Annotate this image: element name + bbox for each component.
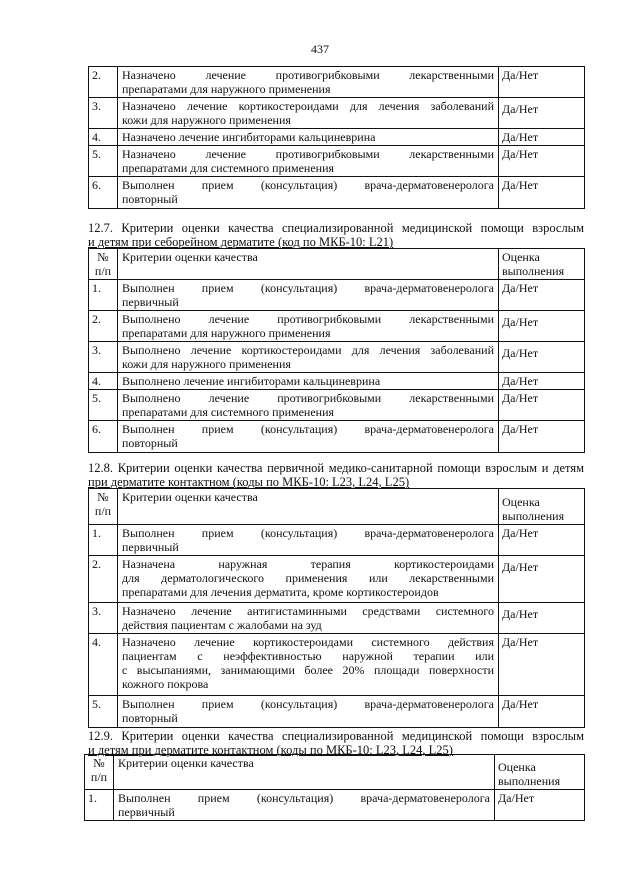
table-row [89,177,585,209]
header-result: Оценка выполнения [495,755,585,790]
header-criteria: Критерии оценки качества [118,249,499,280]
header-number: № п/п [89,249,118,280]
row-number: 3. [89,603,118,634]
result-cell: Да/Нет [495,790,585,821]
table-header-row [85,755,585,790]
criteria-table-12-8 [88,488,585,728]
criterion-text: Назначено лечение противогрибковыми лекарственными препаратами для наружного применения [118,67,499,98]
header-number: № п/п [85,755,114,790]
header-result: Оценка выполнения [499,249,585,280]
result-cell: Да/Нет [499,556,585,603]
result-cell: Да/Нет [499,390,585,421]
row-number: 1. [85,790,114,821]
result-cell: Да/Нет [499,177,585,209]
row-number: 4. [89,634,118,696]
table-row [89,390,585,421]
row-number: 5. [89,696,118,728]
table-row [89,67,585,98]
row-number: 3. [89,98,118,129]
result-cell: Да/Нет [499,129,585,146]
criterion-text: Выполнено лечение противогрибковыми лекарственными препаратами для наружного применения [118,311,499,342]
row-number: 1. [89,525,118,556]
criterion-text: Выполнен прием (консультация) врача-дерматовенеролога первичный [114,790,495,821]
table-row [85,790,585,821]
table-row [89,311,585,342]
criterion-text: Выполнено лечение противогрибковыми лекарственными препаратами для системного применения [118,390,499,421]
section-title-12-7: 12.7. Критерии оценки качества специализированной медицинской помощи взрослым и детям при себорейном дерматите (код по МКБ-10: L21) [88,221,584,249]
table-row [89,603,585,634]
header-criteria: Критерии оценки качества [118,489,499,525]
criterion-text: Назначено лечение ингибиторами кальциневрина [118,129,499,146]
criterion-text: Назначено лечение кортикостероидами для лечения заболеваний кожи для наружного применения [118,98,499,129]
table-row [89,696,585,728]
result-cell: Да/Нет [499,603,585,634]
table-row [89,525,585,556]
row-number: 4. [89,373,118,390]
result-cell: Да/Нет [499,421,585,453]
result-cell: Да/Нет [499,98,585,129]
header-number: № п/п [89,489,118,525]
section-title-12-8: 12.8. Критерии оценки качества первичной медико-санитарной помощи взрослым и детям при дерматите контактном (коды по МКБ-10: L23, L24, L25) [88,461,584,489]
result-cell: Да/Нет [499,696,585,728]
section-title-12-9: 12.9. Критерии оценки качества специализированной медицинской помощи взрослым и детям при дерматите контактном (коды по МКБ-10: L23, L24, L25) [88,729,584,757]
result-cell: Да/Нет [499,280,585,311]
table-header-row [89,489,585,525]
result-cell: Да/Нет [499,311,585,342]
criterion-text: Назначено лечение кортикостероидами системного действия пациентам с неэффективностью наружной терапии или с высыпаниями, занимающими более 20% площади поверхности кожного покрова [118,634,499,696]
table-row [89,98,585,129]
row-number: 2. [89,67,118,98]
table-row [89,280,585,311]
row-number: 3. [89,342,118,373]
criteria-table-12-9 [84,754,585,821]
row-number: 2. [89,556,118,603]
table-row [89,129,585,146]
criterion-text: Назначено лечение противогрибковыми лекарственными препаратами для системного применения [118,146,499,177]
table-row [89,373,585,390]
criterion-text: Выполнен прием (консультация) врача-дерматовенеролога повторный [118,421,499,453]
table-row [89,146,585,177]
table-row [89,342,585,373]
criterion-text: Назначено лечение антигистаминными средствами системного действия пациентам с жалобами на зуд [118,603,499,634]
page-number: 437 [311,42,329,56]
table-row [89,634,585,696]
criterion-text: Выполнен прием (консультация) врача-дерматовенеролога первичный [118,525,499,556]
row-number: 5. [89,390,118,421]
row-number: 5. [89,146,118,177]
row-number: 4. [89,129,118,146]
criteria-table-12-7 [88,248,585,453]
result-cell: Да/Нет [499,67,585,98]
row-number: 6. [89,177,118,209]
criterion-text: Выполнен прием (консультация) врача-дерматовенеролога повторный [118,696,499,728]
row-number: 1. [89,280,118,311]
criterion-text: Выполнено лечение ингибиторами кальциневрина [118,373,499,390]
criterion-text: Назначена наружная терапия кортикостероидами для дерматологического применения или лекарственными препаратами для лечения дерматита, кроме кортикостероидов [118,556,499,603]
criterion-text: Выполнен прием (консультация) врача-дерматовенеролога повторный [118,177,499,209]
table-header-row [89,249,585,280]
table-row [89,556,585,603]
result-cell: Да/Нет [499,146,585,177]
result-cell: Да/Нет [499,525,585,556]
result-cell: Да/Нет [499,342,585,373]
result-cell: Да/Нет [499,634,585,696]
table-row [89,421,585,453]
criterion-text: Выполнено лечение кортикостероидами для лечения заболеваний кожи для наружного применения [118,342,499,373]
row-number: 2. [89,311,118,342]
result-cell: Да/Нет [499,373,585,390]
criteria-table-continued [88,66,585,209]
header-result: Оценка выполнения [499,489,585,525]
header-criteria: Критерии оценки качества [114,755,495,790]
row-number: 6. [89,421,118,453]
criterion-text: Выполнен прием (консультация) врача-дерматовенеролога первичный [118,280,499,311]
